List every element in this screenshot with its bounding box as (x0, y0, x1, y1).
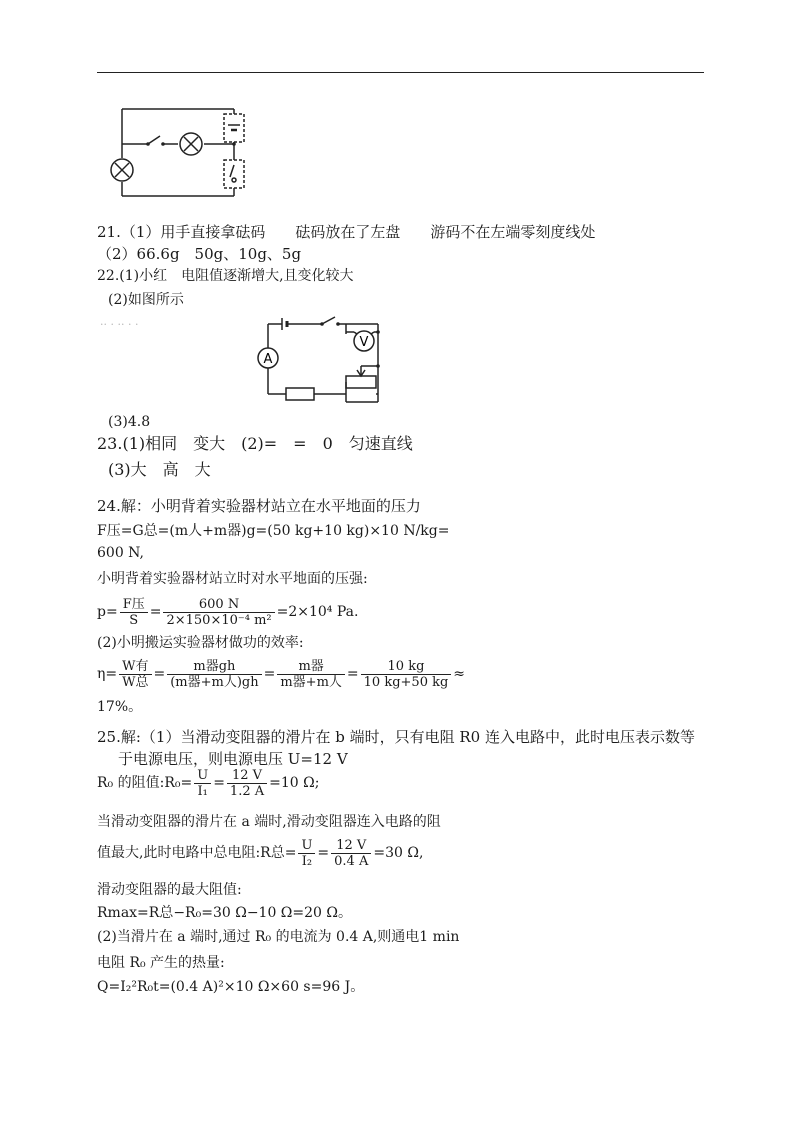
q25-line7: Rmax=R总−R₀=30 Ω−10 Ω=20 Ω。 (97, 905, 353, 921)
q24-pressure-equation: p= $\frac{\text{F压}}{S}$ = $\frac{600 N}{\text{2×150×10⁻⁴ m²}}$ =2×10⁴ Pa. (97, 596, 359, 628)
q24-intro: 24.解：小明背着实验器材站立在水平地面的压力 (97, 497, 421, 515)
q25-line6: 滑动变阻器的最大阻值: (97, 882, 242, 898)
header-rule (97, 72, 704, 73)
q22-line1: 22.(1)小红 电阻值逐渐增大,且变化较大 (97, 268, 354, 284)
circuit-diagram-2 (228, 310, 398, 410)
q21-line2: （2）66.6g 50g、10g、5g (97, 245, 302, 263)
circuit-diagram-1 (100, 100, 270, 205)
q24-force-result: 600 N, (97, 545, 144, 561)
q25-line2: 于电源电压，则电源电压 U=12 V (118, 750, 348, 768)
q24-efficiency-result: 17%。 (97, 699, 143, 715)
q22-line2: (2)如图所示 (108, 292, 184, 308)
q24-efficiency-equation: η= $\frac{\text{W有}}{\text{W总}}$ = $\frac{\text{m器gh}}{\text{(m器+m人)gh}}$ = $\frac{\text{m器}}{\text{m器+m人}}$ = $\frac{10 kg}{10 kg+50 kg}$ ≈ (97, 658, 466, 690)
q23-line2: (3)大 高 大 (108, 460, 211, 479)
q24-pressure-intro: 小明背着实验器材站立时对水平地面的压强: (97, 571, 368, 587)
q23-line1: 23.(1)相同 变大 (2)= = 0 匀速直线 (97, 434, 413, 453)
voltmeter-label: V (359, 335, 369, 350)
q25-line9: 电阻 R₀ 产生的热量: (97, 955, 225, 971)
ammeter-label: A (263, 352, 273, 367)
q21-line1: 21.（1）用手直接拿砝码 砝码放在了左盘 游码不在左端零刻度线处 (97, 223, 596, 241)
q25-line4: 当滑动变阻器的滑片在 a 端时,滑动变阻器连入电路的阻 (97, 814, 441, 830)
q25-line1: 25.解:（1）当滑动变阻器的滑片在 b 端时，只有电阻 R0 连入电路中，此时电压表示数等 (97, 728, 695, 746)
bleed-through-text: ·· · ·· · · (100, 318, 139, 331)
q22-line3: (3)4.8 (108, 414, 151, 430)
q25-line8: (2)当滑片在 a 端时,通过 R₀ 的电流为 0.4 A,则通电1 min (97, 929, 460, 945)
q25-line10: Q=I₂²R₀t=(0.4 A)²×10 Ω×60 s=96 J。 (97, 979, 365, 995)
q25-total-resistance: 值最大,此时电路中总电阻:R总= $\frac{U}{\text{I₂}}$ = $\frac{12 V}{0.4 A}$ =30 Ω, (97, 837, 424, 869)
q25-r0-equation: R₀ 的阻值:R₀= $\frac{U}{\text{I₁}}$ = $\frac{12 V}{1.2 A}$ =10 Ω; (97, 767, 320, 799)
q24-force-equation: F压=G总=(m人+m器)g=(50 kg+10 kg)×10 N/kg= (97, 523, 450, 539)
q24-efficiency-intro: (2)小明搬运实验器材做功的效率: (97, 635, 304, 651)
